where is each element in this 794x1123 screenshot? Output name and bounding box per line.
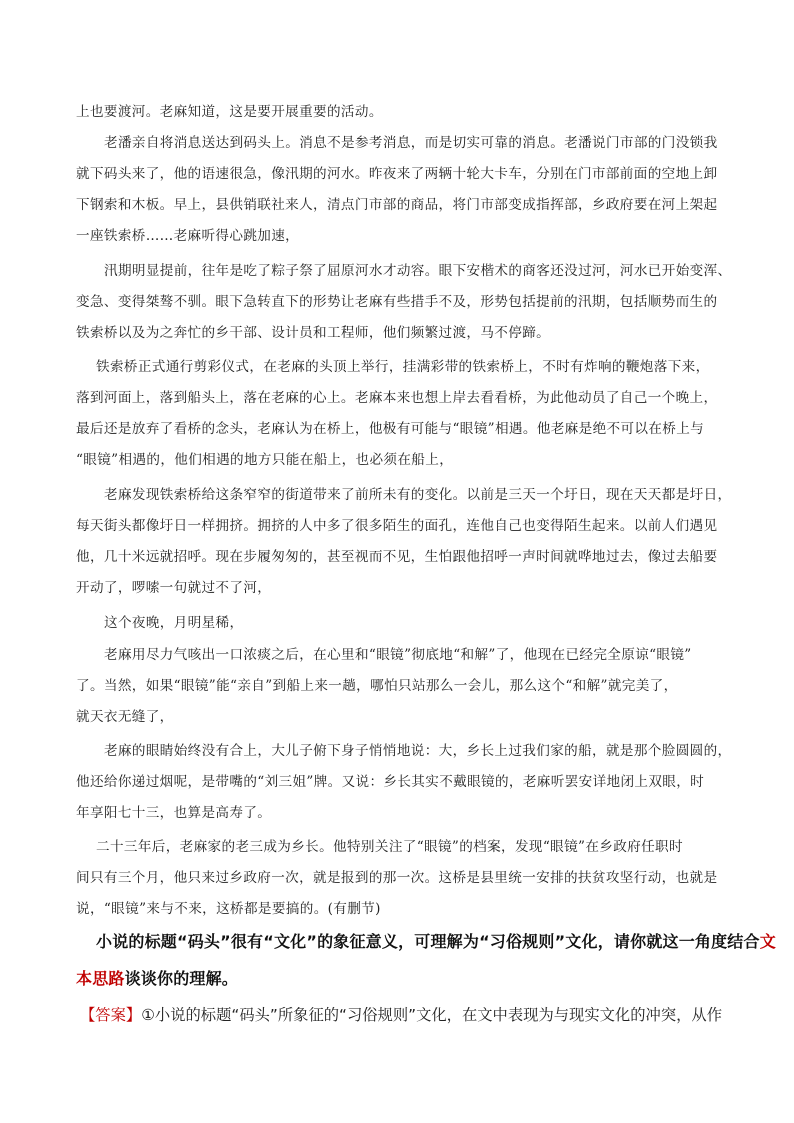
paragraph-line: 老麻的眼睛始终没有合上，大儿子俯下身子悄悄地说：大，乡长上过我们家的船，就是那个脸圆圆的， [104,743,732,759]
paragraph-line: 间只有三个月，他只来过乡政府一次，就是报到的那一次。这桥是县里统一安排的扶贫攻坚行动，也就是 [76,870,718,886]
paragraph-line: 变急、变得桀骜不驯。眼下急转直下的形势让老麻有些措手不及，形势包括提前的汛期，包括顺势而生的 [76,294,718,310]
paragraph-line: 下钢索和木板。早上，县供销联社来人，清点门市部的商品，将门市部变成指挥部，乡政府要在河上架起 [76,197,718,213]
paragraph-line: 这个夜晚，月明星稀， [104,615,244,631]
paragraph-line: “眼镜”相遇的，他们相遇的地方只能在船上，也必须在船上， [76,452,454,468]
question-highlight: 文 [759,932,776,951]
paragraph-line: 就下码头来了，他的语速很急，像汛期的河水。昨夜来了两辆十轮大卡车，分别在门市部前面的空地上卸 [76,166,718,182]
paragraph-line: 汛期明显提前，往年是吃了粽子祭了屈原河水才动容。眼下安楷术的商客还没过河，河水已开始变浑、 [104,263,732,279]
paragraph-line: 落到河面上，落到船头上，落在老麻的心上。老麻本来也想上岸去看看桥，为此他动员了自己一个晚上， [76,390,718,406]
paragraph-line: 老麻发现铁索桥给这条窄窄的街道带来了前所未有的变化。以前是三天一个圩日，现在天天都是圩日， [104,487,732,503]
paragraph-line: 老麻用尽力气咳出一口浓痰之后，在心里和“眼镜”彻底地“和解”了，他现在已经完全原谅“眼镜” [104,647,692,663]
paragraph-line: 每天街头都像圩日一样拥挤。拥挤的人中多了很多陌生的面孔，连他自己也变得陌生起来。以前人们遇见 [76,518,718,534]
paragraph-line: 上也要渡河。老麻知道，这是要开展重要的活动。 [76,104,383,120]
answer-tag: 【答案】 [80,1006,142,1024]
question-text: 小说的标题“码头”很有“文化”的象征意义，可理解为“习俗规则”文化，请你就这一角度结合 [96,932,760,951]
paragraph-line: 他还给你递过烟呢，是带嘴的“刘三姐”牌。又说：乡长其实不戴眼镜的，老麻听罢安详地闭上双眼，时 [76,774,705,790]
answer-text: ①小说的标题“码头”所象征的“习俗规则”文化，在文中表现为与现实文化的冲突，从作 [141,1006,723,1024]
paragraph-line: 铁索桥以及为之奔忙的乡干部、设计员和工程师，他们频繁过渡，马不停蹄。 [76,325,551,341]
answer-line [80,1000,740,1030]
paragraph-line: 说，“眼镜”来与不来，这桥都是要搞的。(有删节) [76,901,381,917]
paragraph-line: 铁索桥正式通行剪彩仪式，在老麻的头顶上举行，挂满彩带的铁索桥上，不时有炸响的鞭炮落下来， [96,359,710,375]
paragraph-line: 一座铁索桥……老麻听得心跳加速， [76,228,300,244]
paragraph-line: 他，几十米远就招呼。现在步履匆匆的，甚至视而不见，生怕跟他招呼一声时间就哗地过去，像过去船要 [76,549,718,565]
paragraph-line: 年享阳七十三，也算是高寿了。 [76,805,272,821]
question-line [96,925,776,959]
question-text: 谈谈你的理解。 [124,969,239,988]
paragraph-line: 了。当然，如果“眼镜”能“亲自”到船上来一趟，哪怕只站那么一会儿，那么这个“和解”就完美了， [76,678,678,694]
paragraph-line: 最后还是放弃了看桥的念头，老麻认为在桥上，他极有可能与“眼镜”相遇。他老麻是绝不可以在桥上与 [76,421,705,437]
paragraph-line: 就天衣无缝了， [76,709,174,725]
question-line [76,962,726,996]
paragraph-line: 老潘亲自将消息送达到码头上。消息不是参考消息，而是切实可靠的消息。老潘说门市部的门没锁我 [104,135,718,151]
paragraph-line: 二十三年后，老麻家的老三成为乡长。他特别关注了“眼镜”的档案，发现“眼镜”在乡政府任职时 [96,839,683,855]
paragraph-line: 开动了，啰嗦一句就过不了河， [76,580,272,596]
question-highlight: 本思路 [76,969,125,988]
